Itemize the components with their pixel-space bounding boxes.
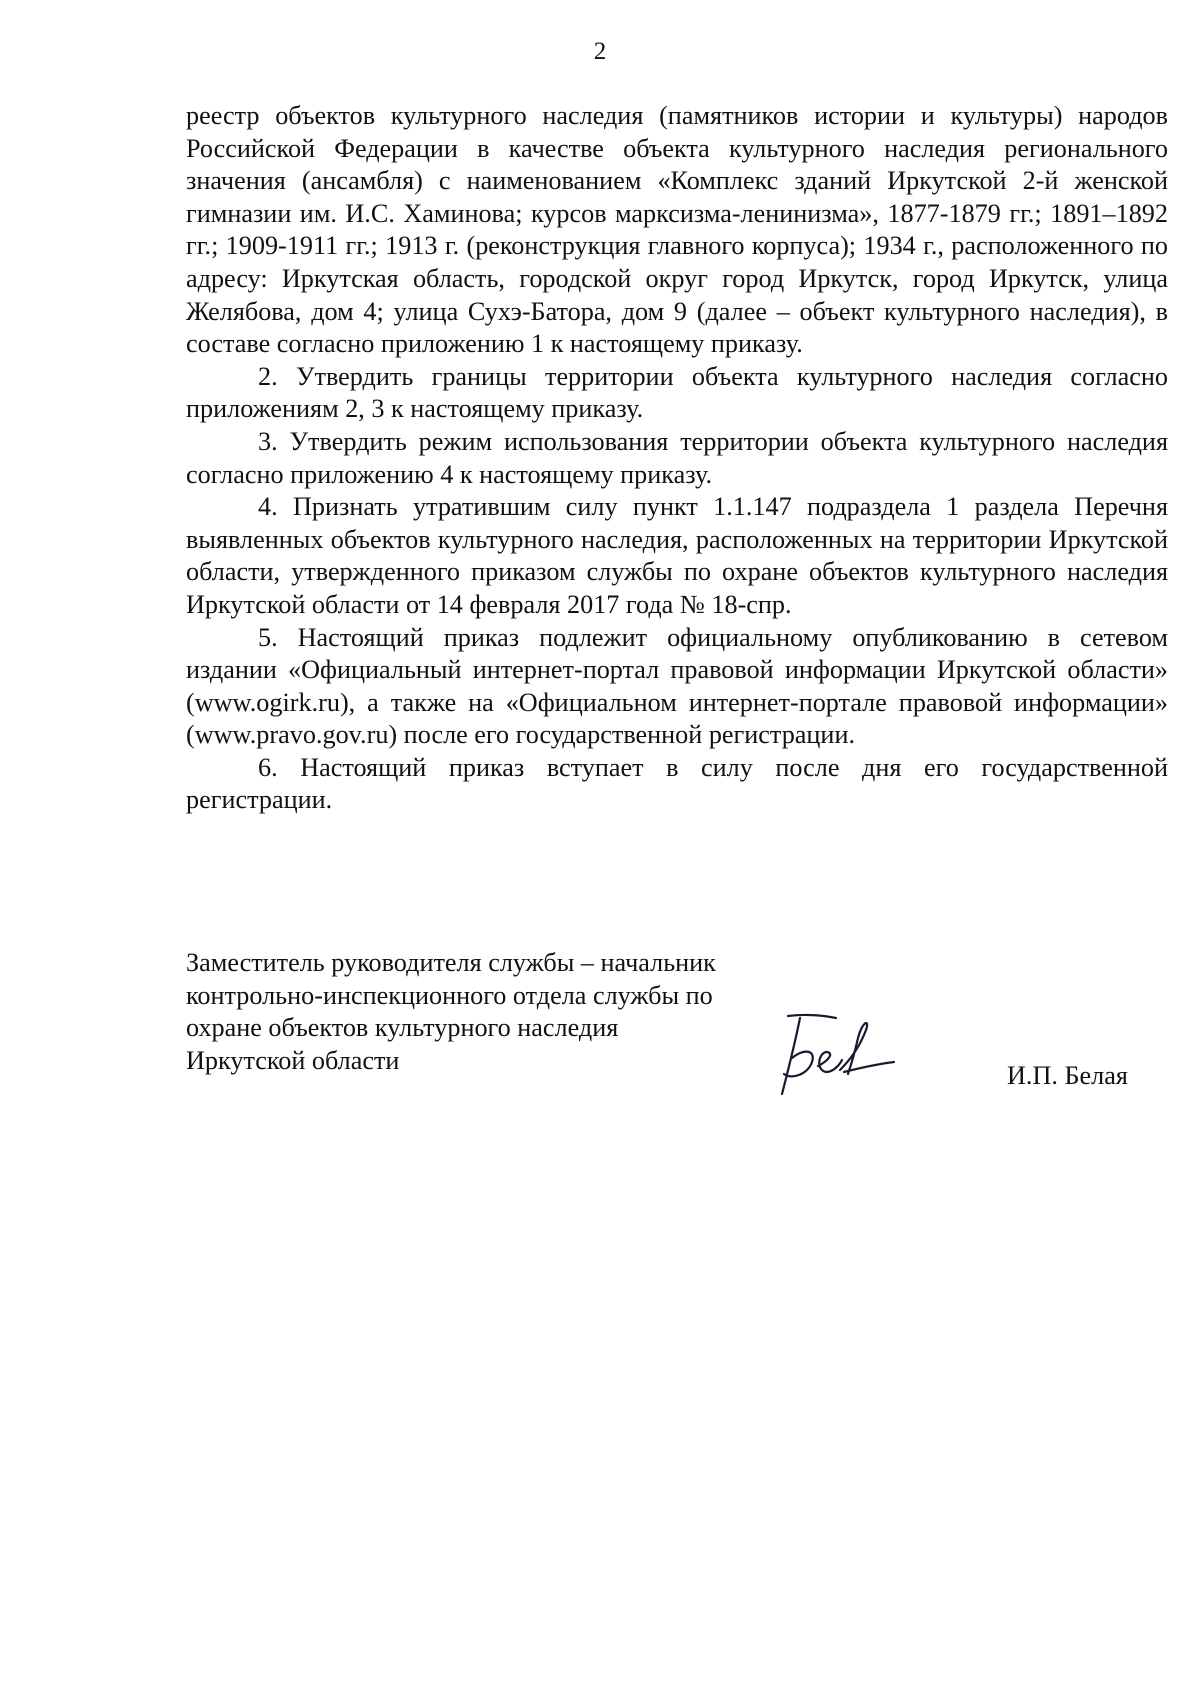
paragraph-item-5: 5. Настоящий приказ подлежит официальному опубликованию в сетевом издании «Официальный интернет-портал правовой информации Иркутской области» (www.ogirk.ru), а также на «Официальном интернет-портале правовой информации» (www.pravo.gov.ru) после его государственной регистрации. bbox=[186, 622, 1168, 750]
paragraph-item-3: 3. Утвердить режим использования территории объекта культурного наследия согласно приложению 4 к настоящему приказу. bbox=[186, 426, 1168, 489]
order-body bbox=[186, 100, 1168, 817]
page-number: 2 bbox=[593, 38, 607, 65]
signatory-name: И.П. Белая bbox=[1007, 1061, 1128, 1090]
paragraph-item-2: 2. Утвердить границы территории объекта культурного наследия согласно приложениям 2, 3 к настоящему приказу. bbox=[186, 361, 1168, 424]
signatory-position bbox=[186, 947, 806, 1077]
handwritten-signature bbox=[770, 1008, 900, 1100]
signatory-position-line: Иркутской области bbox=[186, 1045, 400, 1075]
paragraph-item-6: 6. Настоящий приказ вступает в силу после дня его государственной регистрации. bbox=[186, 752, 1168, 815]
signatory-position-line: охране объектов культурного наследия bbox=[186, 1013, 619, 1043]
paragraph-item-4: 4. Признать утратившим силу пункт 1.1.147 подраздела 1 раздела Перечня выявленных объектов культурного наследия, расположенных на территории Иркутской области, утвержденного приказом службы по охране объектов культурного наследия Иркутской области от 14 февраля 2017 года № 18-спр. bbox=[186, 492, 1168, 619]
paragraph-registry-continuation: реестр объектов культурного наследия (памятников истории и культуры) народов Российской Федерации в качестве объекта культурного наследия регионального значения (ансамбля) с наименованием «Комплекс зданий Иркутской 2-й женской гимназии им. И.С. Хаминова; курсов марксизма-ленинизма», 1877-1879 гг.; 1891–1892 гг.; 1909-1911 гг.; 1913 г. (реконструкция главного корпуса); 1934 г., расположенного по адресу: Иркутская область, городской округ город Иркутск, город Иркутск, улица Желябова, дом 4; улица Сухэ-Батора, дом 9 (далее – объект культурного наследия), в составе согласно приложению 1 к настоящему приказу. bbox=[186, 101, 1168, 359]
signatory-position-line: контрольно-инспекционного отдела службы по bbox=[186, 980, 713, 1010]
signatory-position-line: Заместитель руководителя службы – начальник bbox=[186, 948, 716, 977]
